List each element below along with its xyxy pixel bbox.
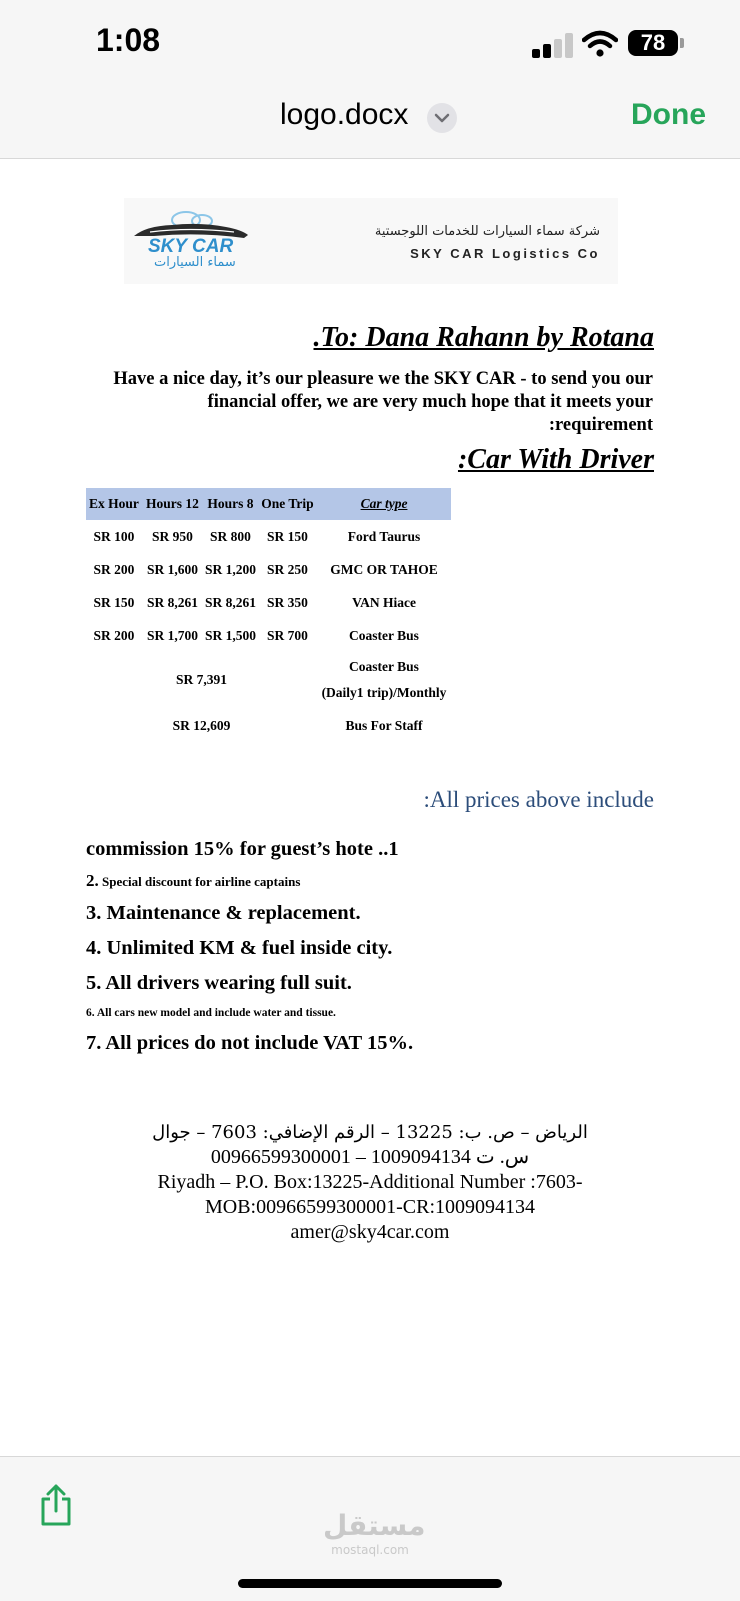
table-cell: SR 8,261 (146, 594, 198, 610)
list-item: 4. Unlimited KM & fuel inside city. (86, 937, 393, 959)
bottom-toolbar (0, 1456, 740, 1601)
table-cell: SR 150 (93, 594, 135, 610)
column-header: Car type (317, 488, 451, 520)
nav-bar (0, 80, 740, 159)
table-cell: SR 200 (93, 561, 135, 577)
table-cell: SR 200 (93, 627, 135, 643)
share-icon[interactable] (38, 1483, 74, 1527)
column-header: Ex Hour (86, 488, 142, 520)
cellular-signal-icon (532, 32, 574, 58)
column-header: Hours 12 (142, 488, 203, 520)
car-type-line: Coaster Bus (349, 659, 419, 674)
greeting-line: :requirement (548, 415, 653, 435)
watermark (323, 1509, 426, 1557)
table-cell: SR 1,200 (204, 561, 256, 577)
table-cell: Bus For Staff (345, 718, 423, 733)
table-cell: SR 350 (267, 594, 308, 610)
table-cell: VAN Hiace (352, 594, 416, 610)
table-cell: SR 250 (267, 561, 308, 577)
table-cell: SR 950 (152, 528, 193, 544)
table-row (86, 619, 451, 652)
table-cell: SR 1,600 (146, 561, 198, 577)
watermark-ar: مستقل (323, 1509, 426, 1542)
table-cell: SR 1,500 (204, 627, 256, 643)
status-bar (0, 0, 740, 80)
table-row (86, 586, 451, 619)
list-item (86, 871, 300, 891)
title-menu-button[interactable] (427, 103, 457, 133)
wifi-icon (582, 30, 618, 57)
list-item: 6. All cars new model and include water and tissue. (86, 1007, 336, 1019)
home-indicator[interactable] (238, 1579, 502, 1588)
table-row (86, 553, 451, 586)
battery-icon: 78 (628, 30, 678, 56)
table-header-row (86, 488, 451, 520)
table-cell: Ford Taurus (347, 528, 421, 544)
table-cell: SR 100 (93, 528, 135, 544)
greeting-line: Have a nice day, it’s our pleasure we the SKY CAR - to send you our (113, 369, 653, 389)
footer-contact-ar: 00966599300001 – س. ت 1009094134 (210, 1146, 530, 1168)
list-item: 3. Maintenance & replacement. (86, 902, 361, 924)
table-cell: GMC OR TAHOE (330, 561, 438, 577)
watermark-en: mostaql.com (331, 1543, 409, 1557)
chevron-down-icon (434, 112, 450, 124)
section-title: :Car With Driver (457, 444, 654, 475)
logo-brand-en: SKY CAR (148, 236, 234, 257)
list-text: Special discount for airline captains (102, 874, 301, 889)
table-cell: SR 12,609 (172, 718, 231, 733)
company-name-en: SKY CAR Logistics Co (410, 246, 600, 261)
column-header: One Trip (258, 488, 317, 520)
letter-recipient: .To: Dana Rahann by Rotana (313, 322, 654, 353)
battery-tip (680, 38, 684, 48)
footer-contact-en: MOB:00966599300001-CR:1009094134 (204, 1196, 536, 1218)
table-cell: SR 150 (267, 528, 308, 544)
document-title[interactable]: logo.docx (280, 98, 409, 131)
letterhead-logo (124, 198, 618, 284)
greeting-line: financial offer, we are very much hope that it meets your (207, 392, 653, 412)
table-cell: SR 800 (210, 528, 251, 544)
table-cell: Coaster Bus (349, 627, 419, 643)
list-item: 7. All prices do not include VAT 15%. (86, 1032, 414, 1054)
car-type-line: (Daily1 trip)/Monthly (321, 685, 447, 700)
letter-greeting (86, 368, 653, 437)
footer-email[interactable]: amer@sky4car.com (290, 1221, 450, 1243)
done-button[interactable]: Done (631, 98, 706, 131)
table-row (86, 520, 451, 553)
table-cell: SR 7,391 (175, 672, 227, 687)
table-cell (317, 652, 451, 708)
table-cell: SR 8,261 (204, 594, 256, 610)
table-cell: SR 700 (267, 627, 308, 643)
column-header: Hours 8 (203, 488, 258, 520)
table-row (86, 652, 451, 708)
company-name-ar: شركة سماء السيارات للخدمات اللوجستية (374, 224, 600, 239)
table-row (86, 708, 451, 744)
table-cell: SR 1,700 (146, 627, 198, 643)
price-table (86, 488, 451, 744)
footer-address-en: Riyadh – P.O. Box:13225-Additional Number :7603- (157, 1171, 583, 1193)
status-time: 1:08 (96, 22, 161, 58)
logo-brand-ar: سماء السيارات (154, 255, 236, 270)
footer-address-ar: الرياض – ص. ب: 13225 – الرقم الإضافي: 7603 – جوال (152, 1122, 588, 1143)
list-item: 5. All drivers wearing full suit. (86, 972, 352, 994)
list-number: 2. (86, 871, 99, 890)
includes-title: :All prices above include (423, 787, 654, 812)
list-item: commission 15% for guest’s hote ..1 (86, 838, 399, 860)
